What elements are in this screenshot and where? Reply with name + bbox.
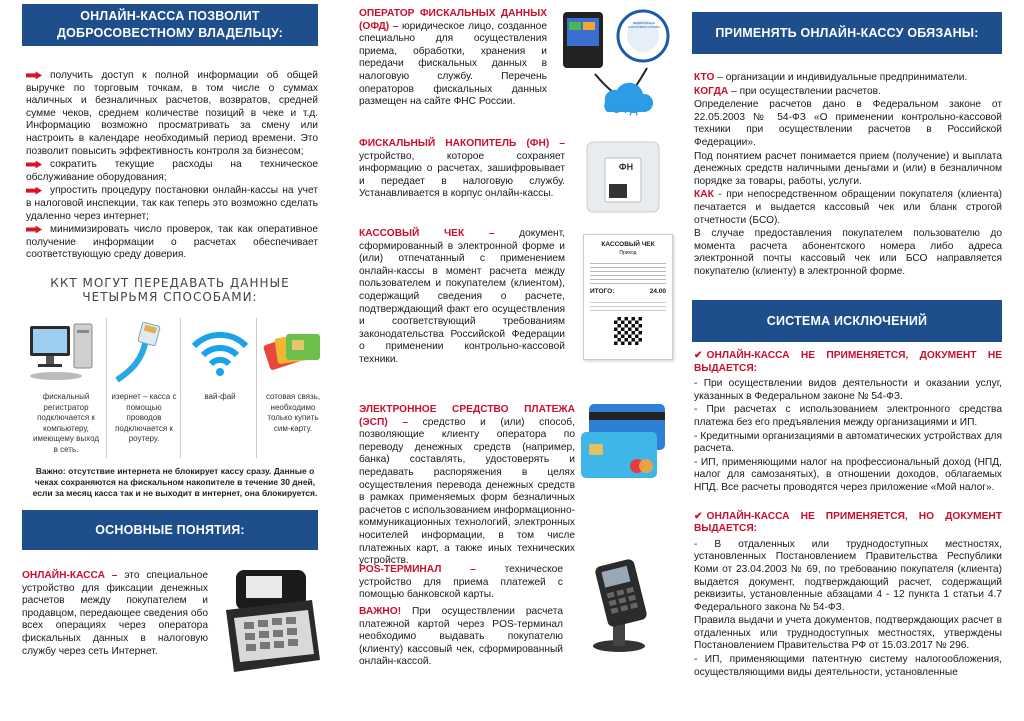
column-2 <box>345 0 678 721</box>
exception-item: Правила выдачи и учета документов, подтверждающих расчет в отдаленных или труднодоступных местностях, утверждены Постановлением Правительства РФ от 15.03.2017 № 296. <box>694 615 1002 652</box>
column-3 <box>688 0 1024 721</box>
fiscal-drive-image <box>581 136 665 218</box>
receipt-total <box>590 288 666 295</box>
sim-card-icon <box>262 322 326 384</box>
way-caption-sim: сотовая связь, необходимо только купить сим-карту. <box>265 392 321 433</box>
how-line: КАК - при непосредственном обращении покупателя (клиента) печатается и выдается кассовый чек или бланк строгой отчетности (БСО). <box>694 189 1002 226</box>
arrow-icon <box>26 160 42 168</box>
obliged-text <box>694 72 1002 280</box>
benefit-item: сократить текущие расходы на техническое обслуживание оборудования; <box>26 159 318 183</box>
benefits-list <box>26 70 318 263</box>
fns-seal-text: ФЕДЕРАЛЬНАЯ НАЛОГОВАЯ СЛУЖБА <box>628 21 660 29</box>
wifi-icon <box>190 324 250 380</box>
paragraph: В случае предоставления покупателем пользователю до момента расчета абонентского номера либо адреса электронной почты кассовый чек или БСО направляется покупателю (клиенту) в электронной форме. <box>694 228 1002 277</box>
receipt-image <box>583 234 673 360</box>
divider <box>106 318 107 458</box>
fn-label: ФН <box>618 162 634 172</box>
fn-definition: ФИСКАЛЬНЫЙ НАКОПИТЕЛЬ (ФН) – устройство, которое сохраняет информацию о расчетах, зашифровывает и передает в налоговую службу. Устанавливается в корпус онлайн-кассы. <box>359 138 565 200</box>
receipt-subtitle: Приход <box>619 250 637 256</box>
exception-item: - Кредитными организациями в автоматических устройствах для расчета. <box>694 430 1002 455</box>
arrow-icon <box>26 187 42 195</box>
pos-terminal-image <box>583 556 663 656</box>
paragraph: Под понятием расчет понимается прием (получение) и выплата денежных средств наличными деньгами и (или) в безналичном порядке за товары, работы, услуги. <box>694 150 1002 187</box>
banner-exceptions: СИСТЕМА ИСКЛЮЧЕНИЙ <box>692 300 1002 342</box>
exception-item: - В отдаленных или труднодоступных местностях, установленных Постановлением Правительства Республики Коми от 23.04.2003 № 69, по требованию покупателя (клиента) выдается документ, подтверждающий расчет, содержащий реквизиты, установленные абзацами 4 - 12 пункта 1 статьи 4.7 Федерального закона № 54-ФЗ. <box>694 538 1002 613</box>
banner-basic-concepts: ОСНОВНЫЕ ПОНЯТИЯ: <box>22 510 318 550</box>
way-caption-ethernet: изернет – касса с помощью проводов подключается к роутеру. <box>111 392 177 443</box>
checkmark-icon: ✔ <box>694 350 703 361</box>
banner-obliged: ПРИМЕНЯТЬ ОНЛАЙН-КАССУ ОБЯЗАНЫ: <box>692 12 1002 54</box>
way-caption-computer: фискальный регистратор подключается к компьютеру, имеющему выход в сеть. <box>32 392 100 454</box>
exception-item: - При расчетах с использованием электронного средства платежа без его предъявления между организациями и ИП. <box>694 404 1002 428</box>
exception-item: - ИП, применяющими налог на профессиональный доход (НПД, налог для самозанятых), в отношении доходов, облагаемых НПД. Все расчеты проводятся через приложение «Мой налог». <box>694 456 1002 493</box>
divider <box>180 318 181 458</box>
kkt-heading: ККТ МОГУТ ПЕРЕДАВАТЬ ДАННЫЕ ЧЕТЫРЬМЯ СПОСОБАМИ: <box>50 276 290 304</box>
esp-definition: ЭЛЕКТРОННОЕ СРЕДСТВО ПЛАТЕЖА (ЭСП) – средство и (или) способ, позволяющие клиенту оператора по переводу денежных средств (например, банка) составлять, удостоверять и передавать распоряжения в целях осуществления перевода денежных средств в рамках применяемых форм безналичных расчетов с использованием информационно-коммуникационных технологий, электронных носителей информации, в том числе платежных карт, а также иных технических устройств. <box>359 404 575 567</box>
benefit-item: упростить процедуру постановки онлайн-кассы на учет в налоговой инспекции, так как теперь это возможно сделать удаленно через интернет; <box>26 185 318 222</box>
arrow-icon <box>26 71 42 79</box>
ofd-definition: ОПЕРАТОР ФИСКАЛЬНЫХ ДАННЫХ (ОФД) – юридическое лицо, созданное специально для осуществления приема, обработки, хранения и передачи фискальных данных в налоговую службу. Перечень операторов фискальных данных размещен на сайте ФНС России. <box>359 8 547 108</box>
receipt-lines <box>590 260 666 284</box>
exception-item: - ИП, применяющими патентную систему налогообложения, осуществляющими виды деятельности, установленные <box>694 654 1002 678</box>
way-caption-wifi: вай-фай <box>204 392 236 401</box>
bank-cards-image <box>579 396 671 486</box>
exceptions-text <box>694 350 1002 680</box>
paragraph: Определение расчетов дано в Федеральном законе от 22.05.2003 № 54-ФЗ «О применении контрольно-кассовой техники при осуществлении расчетов в Российской Федерации». <box>694 99 1002 148</box>
benefit-item: получить доступ к полной информации об общей выручке по торговым точкам, в том числе о суммах наличных и безналичных расчетов, возвратов, средней сумме чеков, среднем количестве позиций в чеке и т.д. Информацию возможно просматривать за смену или настроить в календаре необходимый период времени. Это позволит повысить эффективность контроля за бизнесом; <box>26 70 318 157</box>
internet-note: Важно: отсутствие интернета не блокирует кассу сразу. Данные о чеках сохраняются на фискальном накопителе в течение 30 дней, если за месяц касса так и не выходит в интернет, она блокируется. <box>32 466 318 498</box>
benefit-item: минимизировать число проверок, так как оперативное получение информации о расчетах обеспечивает соответствующую среду доверия. <box>26 224 318 261</box>
check-definition: КАССОВЫЙ ЧЕК – документ, сформированный в электронной форме и (или) отпечатанный с применением онлайн-кассы в момент расчета между пользователем и покупателем (клиентом), содержащий сведения о расчете, подтверждающий факт его осуществления и соответствующий требованиям законодательства Российской Федерации о применении контрольно-кассовой техники. <box>359 228 565 365</box>
receipt-title: КАССОВЫЙ ЧЕК <box>601 241 655 248</box>
receipt-lines <box>590 299 666 313</box>
exception-title-1: ✔ ОНЛАЙН-КАССА НЕ ПРИМЕНЯЕТСЯ, ДОКУМЕНТ НЕ ВЫДАЕТСЯ: <box>694 350 1002 374</box>
cash-register-image <box>216 560 328 680</box>
banner-benefits: ОНЛАЙН-КАССА ПОЗВОЛИТ ДОБРОСОВЕСТНОМУ ВЛАДЕЛЬЦУ: <box>22 4 318 46</box>
checkmark-icon: ✔ <box>694 510 703 522</box>
arrow-icon <box>26 225 42 233</box>
divider <box>256 318 257 458</box>
ethernet-cable-icon <box>112 320 172 386</box>
kassa-definition: ОНЛАЙН-КАССА – это специальное устройство для фиксации денежных расчетов между покупателем и продавцом, передающее сведения обо всех операциях через оператора фискальных данных в налоговую службу через сеть Интернет. <box>22 570 208 657</box>
column-1 <box>0 0 333 721</box>
important-note: ВАЖНО! При осуществлении расчета платежной картой через POS-терминал необходимо выдавать покупателю (клиенту) кассовый чек, сформированный онлайн-кассой. <box>359 606 563 668</box>
exception-item: - При осуществлении видов деятельности и оказании услуг, указанных в Федеральном законе № 54-ФЗ. <box>694 378 1002 402</box>
who-line: КТО – организации и индивидуальные предприниматели. <box>694 72 968 83</box>
exception-title-2: ✔ ОНЛАЙН-КАССА НЕ ПРИМЕНЯЕТСЯ, НО ДОКУМЕНТ ВЫДАЕТСЯ: <box>694 510 1002 535</box>
when-line: КОГДА – при осуществлении расчетов. <box>694 85 881 97</box>
computer-icon <box>28 322 98 384</box>
qr-code-icon <box>614 317 642 345</box>
receipt-total-value: 24.00 <box>649 288 666 295</box>
ofd-label: ОФД <box>612 104 638 116</box>
receipt-total-label: ИТОГО: <box>590 288 615 295</box>
pos-definition: POS-ТЕРМИНАЛ – техническое устройство для приема платежей с помощью банковской карты. <box>359 564 563 601</box>
